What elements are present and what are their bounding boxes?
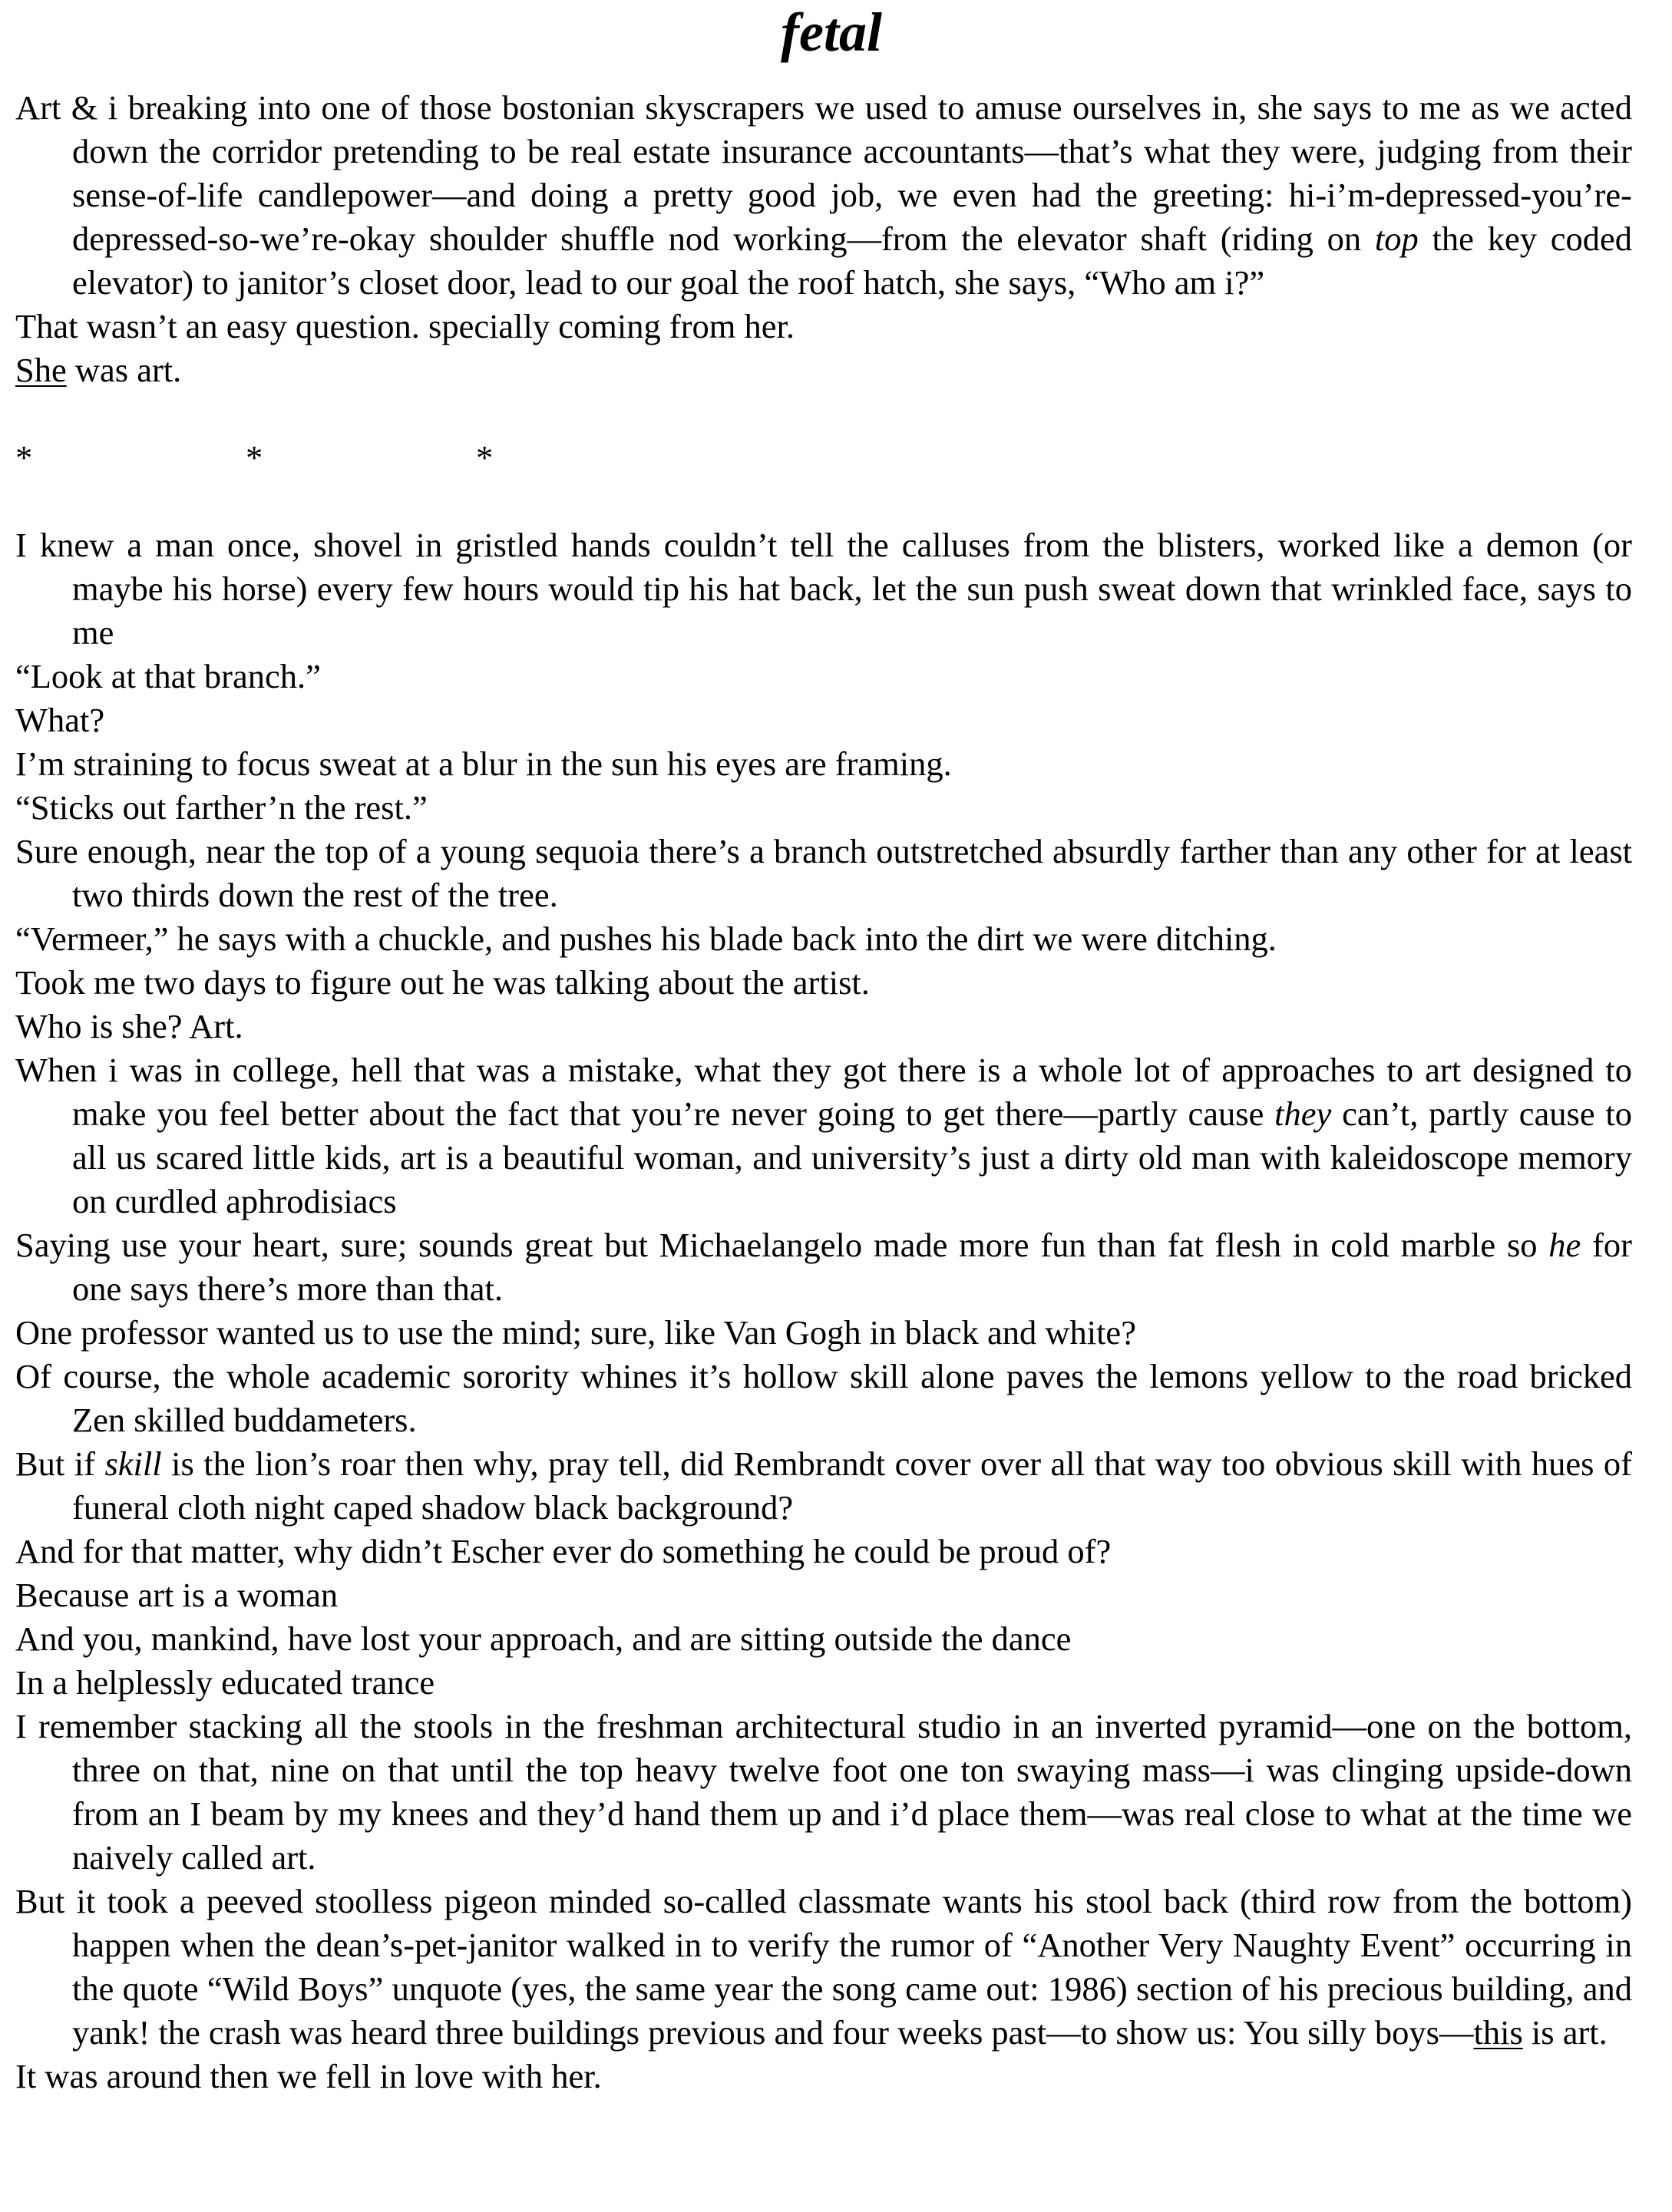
poem-body: [15, 86, 1632, 2098]
paragraph-art-woman: Because art is a woman: [15, 1576, 339, 1614]
paragraph-breaking-in: Art & i breaking into one of those bostonian skyscrapers we used to amuse ourselves in, she says to me as we acted down the corridor pretending to be real estate insurance accountants—that’s what they were, judging from their sense-of-life candlepower—and doing a pretty good job, we even had the greeting: hi-i’m-depressed-you’re-depressed-so-we’re-okay shoulder shuffle nod working—from the elevator shaft (riding on top the key coded elevator) to janitor’s closet door, lead to our goal the roof hatch, she says, “Who am i?”: [15, 88, 1632, 302]
paragraph-sorority: Of course, the whole academic sorority whines it’s hollow skill alone paves the lemons yellow to the road bricked Zen skilled buddameters.: [15, 1357, 1632, 1439]
page-title: fetal: [781, 2, 882, 63]
paragraph-what: What?: [15, 701, 105, 739]
emphasis-he: he: [1548, 1226, 1581, 1264]
paragraph-look-branch: “Look at that branch.”: [15, 657, 321, 695]
document-page: [15, 0, 1632, 2098]
emphasis-they: they: [1274, 1094, 1332, 1133]
paragraph-mankind: And you, mankind, have lost your approach, and are sitting outside the dance: [15, 1619, 1072, 1658]
paragraph-professor: One professor wanted us to use the mind; sure, like Van Gogh in black and white?: [15, 1313, 1136, 1352]
paragraph-stools: I remember stacking all the stools in the freshman architectural studio in an inverted pyramid—one on the bottom, three on that, nine on that until the top heavy twelve foot one ton swaying mass—i was clinging upside-down from an I beam by my knees and they’d hand them up and i’d place them—was real close to what at the time we naively called art.: [15, 1707, 1632, 1877]
paragraph-straining: I’m straining to focus sweat at a blur in the sun his eyes are framing.: [15, 744, 952, 783]
paragraph-sequoia: Sure enough, near the top of a young sequoia there’s a branch outstretched absurdly farther than any other for at least two thirds down the rest of the tree.: [15, 832, 1632, 914]
paragraph-shovel-man: I knew a man once, shovel in gristled hands couldn’t tell the calluses from the blisters, worked like a demon (or maybe his horse) every few hours would tip his hat back, let the sun push sweat down that wrinkled face, says to me: [15, 526, 1632, 652]
paragraph-she-was-art: She was art.: [15, 351, 182, 389]
paragraph-two-days: Took me two days to figure out he was talking about the artist.: [15, 963, 870, 1002]
divider-asterisk: *: [15, 438, 33, 477]
paragraph-easy-question: That wasn’t an easy question. specially coming from her.: [15, 307, 795, 345]
paragraph-sticks-out: “Sticks out farther’n the rest.”: [15, 788, 428, 827]
paragraph-college: When i was in college, hell that was a mistake, what they got there is a whole lot of approaches to art designed to make you feel better about the fact that you’re never going to get there—partly cause they can’t, partly cause to all us scared little kids, art is a beautiful woman, and university’s just a dirty old man with kaleidoscope memory on curdled aphrodisiacs: [15, 1051, 1632, 1220]
paragraph-vermeer: “Vermeer,” he says with a chuckle, and pushes his blade back into the dirt we were ditching.: [15, 919, 1277, 958]
divider-asterisk: *: [246, 438, 263, 477]
underlined-this: this: [1473, 2013, 1523, 2052]
emphasis-top: top: [1374, 220, 1419, 258]
section-divider: [15, 436, 1632, 480]
underlined-she: She: [15, 351, 67, 389]
paragraph-stoolless-pigeon: But it took a peeved stoolless pigeon minded so-called classmate wants his stool back (third row from the bottom) happen when the dean’s-pet-janitor walked in to verify the rumor of “Another Very Naughty Event” occurring in the quote “Wild Boys” unquote (yes, the same year the song came out: 1986) section of his precious building, and yank! the crash was heard three buildings previous and four weeks past—to show us: You silly boys—this is art.: [15, 1882, 1632, 2052]
paragraph-rembrandt: But if skill is the lion’s roar then why, pray tell, did Rembrandt cover over all that way too obvious skill with hues of funeral cloth night caped shadow black background?: [15, 1444, 1632, 1527]
paragraph-escher: And for that matter, why didn’t Escher ever do something he could be proud of?: [15, 1532, 1112, 1570]
emphasis-skill: skill: [104, 1444, 162, 1483]
paragraph-trance: In a helplessly educated trance: [15, 1663, 435, 1702]
paragraph-who-is-she: Who is she? Art.: [15, 1007, 243, 1045]
paragraph-use-heart: Saying use your heart, sure; sounds great but Michaelangelo made more fun than fat flesh in cold marble so he for one says there’s more than that.: [15, 1226, 1632, 1308]
divider-asterisk: *: [476, 438, 494, 477]
paragraph-fell-in-love: It was around then we fell in love with her.: [15, 2057, 602, 2095]
